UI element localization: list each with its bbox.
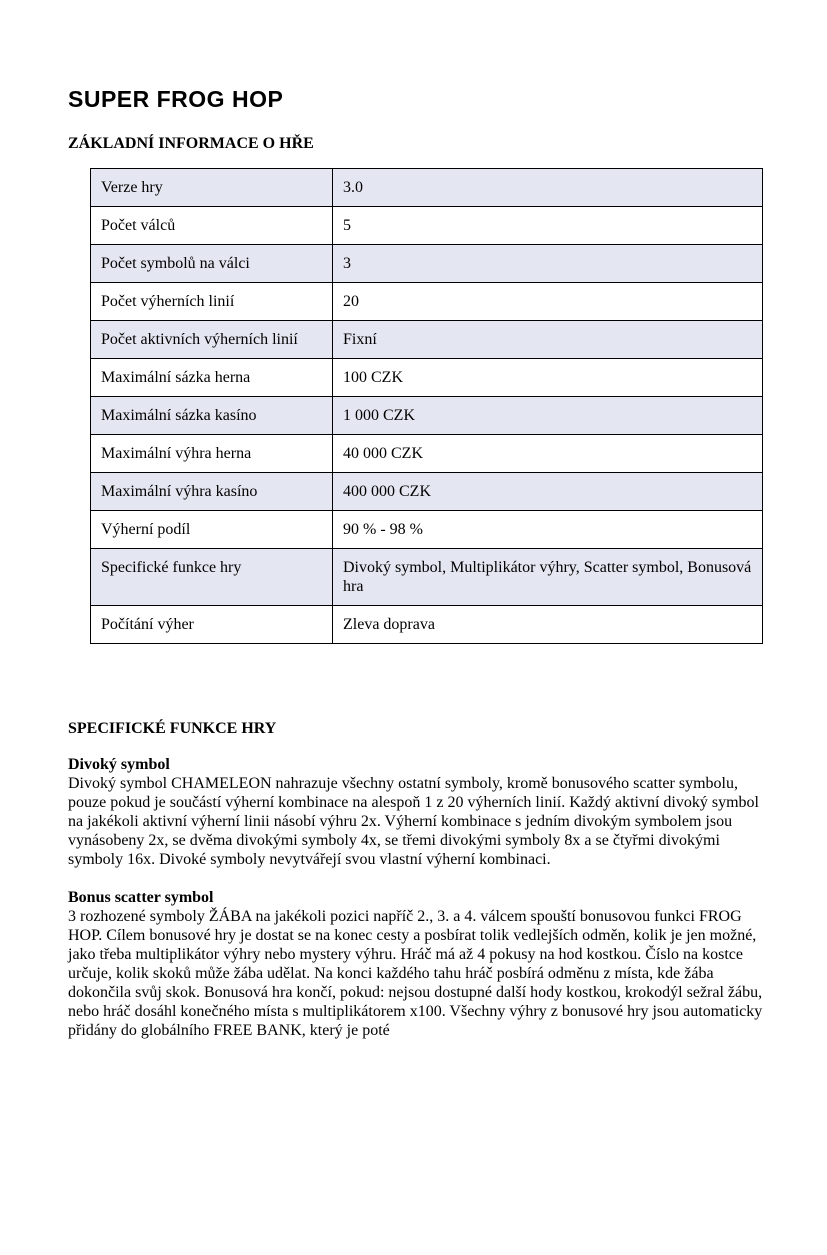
row-value-cell: 400 000 CZK (333, 473, 763, 511)
section-heading-basic-info: ZÁKLADNÍ INFORMACE O HŘE (68, 135, 314, 152)
table-row (91, 397, 763, 435)
row-value-cell: 3.0 (333, 169, 763, 207)
feature-heading: Bonus scatter symbol (68, 889, 214, 906)
row-value-cell: 5 (333, 207, 763, 245)
row-label-cell: Počet válců (91, 207, 333, 245)
row-value-cell: 3 (333, 245, 763, 283)
row-value-cell: 40 000 CZK (333, 435, 763, 473)
row-label-cell: Počet výherních linií (91, 283, 333, 321)
table-row (91, 549, 763, 606)
row-label-cell: Počítání výher (91, 606, 333, 644)
row-label-cell: Maximální výhra kasíno (91, 473, 333, 511)
row-label-cell: Počet symbolů na válci (91, 245, 333, 283)
table-row (91, 245, 763, 283)
document-page (0, 86, 827, 1255)
table-row (91, 169, 763, 207)
table-row (91, 473, 763, 511)
row-label-cell: Výherní podíl (91, 511, 333, 549)
row-value-cell: 1 000 CZK (333, 397, 763, 435)
table-row (91, 435, 763, 473)
page-title: SUPER FROG HOP (68, 86, 284, 112)
feature-body: 3 rozhozené symboly ŽÁBA na jakékoli pozici napříč 2., 3. a 4. válcem spouští bonusovou funkci FROG HOP. Cílem bonusové hry je dostat se na konec cesty a posbírat tolik vedlejších odměn, kolik je jen možné, jako třeba multiplikátor výhry nebo mystery výhru. Hráč má až 4 pokusy na hod kostkou. Číslo na kostce určuje, kolik skoků může žába udělat. Na konci každého tahu hráč posbírá odměnu z místa, kde žába dokončila svůj skok. Bonusová hra končí, pokud: nejsou dostupné další hody kostkou, krokodýl sežral žábu, nebo hráč dosáhl konečného místa s multiplikátorem x100. Všechny výhry z bonusové hry jsou automaticky přidány do globálního FREE BANK, který je poté (68, 908, 763, 1039)
row-value-cell: 20 (333, 283, 763, 321)
row-label-cell: Maximální výhra herna (91, 435, 333, 473)
table-row (91, 283, 763, 321)
row-label-cell: Specifické funkce hry (91, 549, 333, 606)
row-value-cell: Fixní (333, 321, 763, 359)
feature-body: Divoký symbol CHAMELEON nahrazuje všechny ostatní symboly, kromě bonusového scatter symbolu, pouze pokud je součástí výherní kombinace na alespoň 1 z 20 výherních linií. Každý aktivní divoký symbol na jakékoli aktivní výherní linii násobí výhru 2x. Výherní kombinace s jedním divokým symbolem jsou vynásobeny 2x, se dvěma divokými symboly 4x, se třemi divokými symboly 8x a se čtyřmi divokými symboly 16x. Divoké symboly nevytvářejí svou vlastní výherní kombinaci. (68, 775, 759, 868)
row-label-cell: Maximální sázka herna (91, 359, 333, 397)
row-value-cell: Zleva doprava (333, 606, 763, 644)
feature-block-bonus-scatter (68, 888, 765, 1040)
table-row (91, 606, 763, 644)
row-value-cell: Divoký symbol, Multiplikátor výhry, Scatter symbol, Bonusová hra (333, 549, 763, 606)
table-row (91, 511, 763, 549)
section-heading-specific-functions: SPECIFICKÉ FUNKCE HRY (68, 720, 277, 737)
table-row (91, 359, 763, 397)
feature-block-wild-symbol (68, 755, 765, 869)
table-row (91, 207, 763, 245)
game-info-table (90, 168, 763, 644)
row-label-cell: Počet aktivních výherních linií (91, 321, 333, 359)
row-label-cell: Verze hry (91, 169, 333, 207)
feature-heading: Divoký symbol (68, 756, 170, 773)
row-label-cell: Maximální sázka kasíno (91, 397, 333, 435)
row-value-cell: 100 CZK (333, 359, 763, 397)
row-value-cell: 90 % - 98 % (333, 511, 763, 549)
table-row (91, 321, 763, 359)
